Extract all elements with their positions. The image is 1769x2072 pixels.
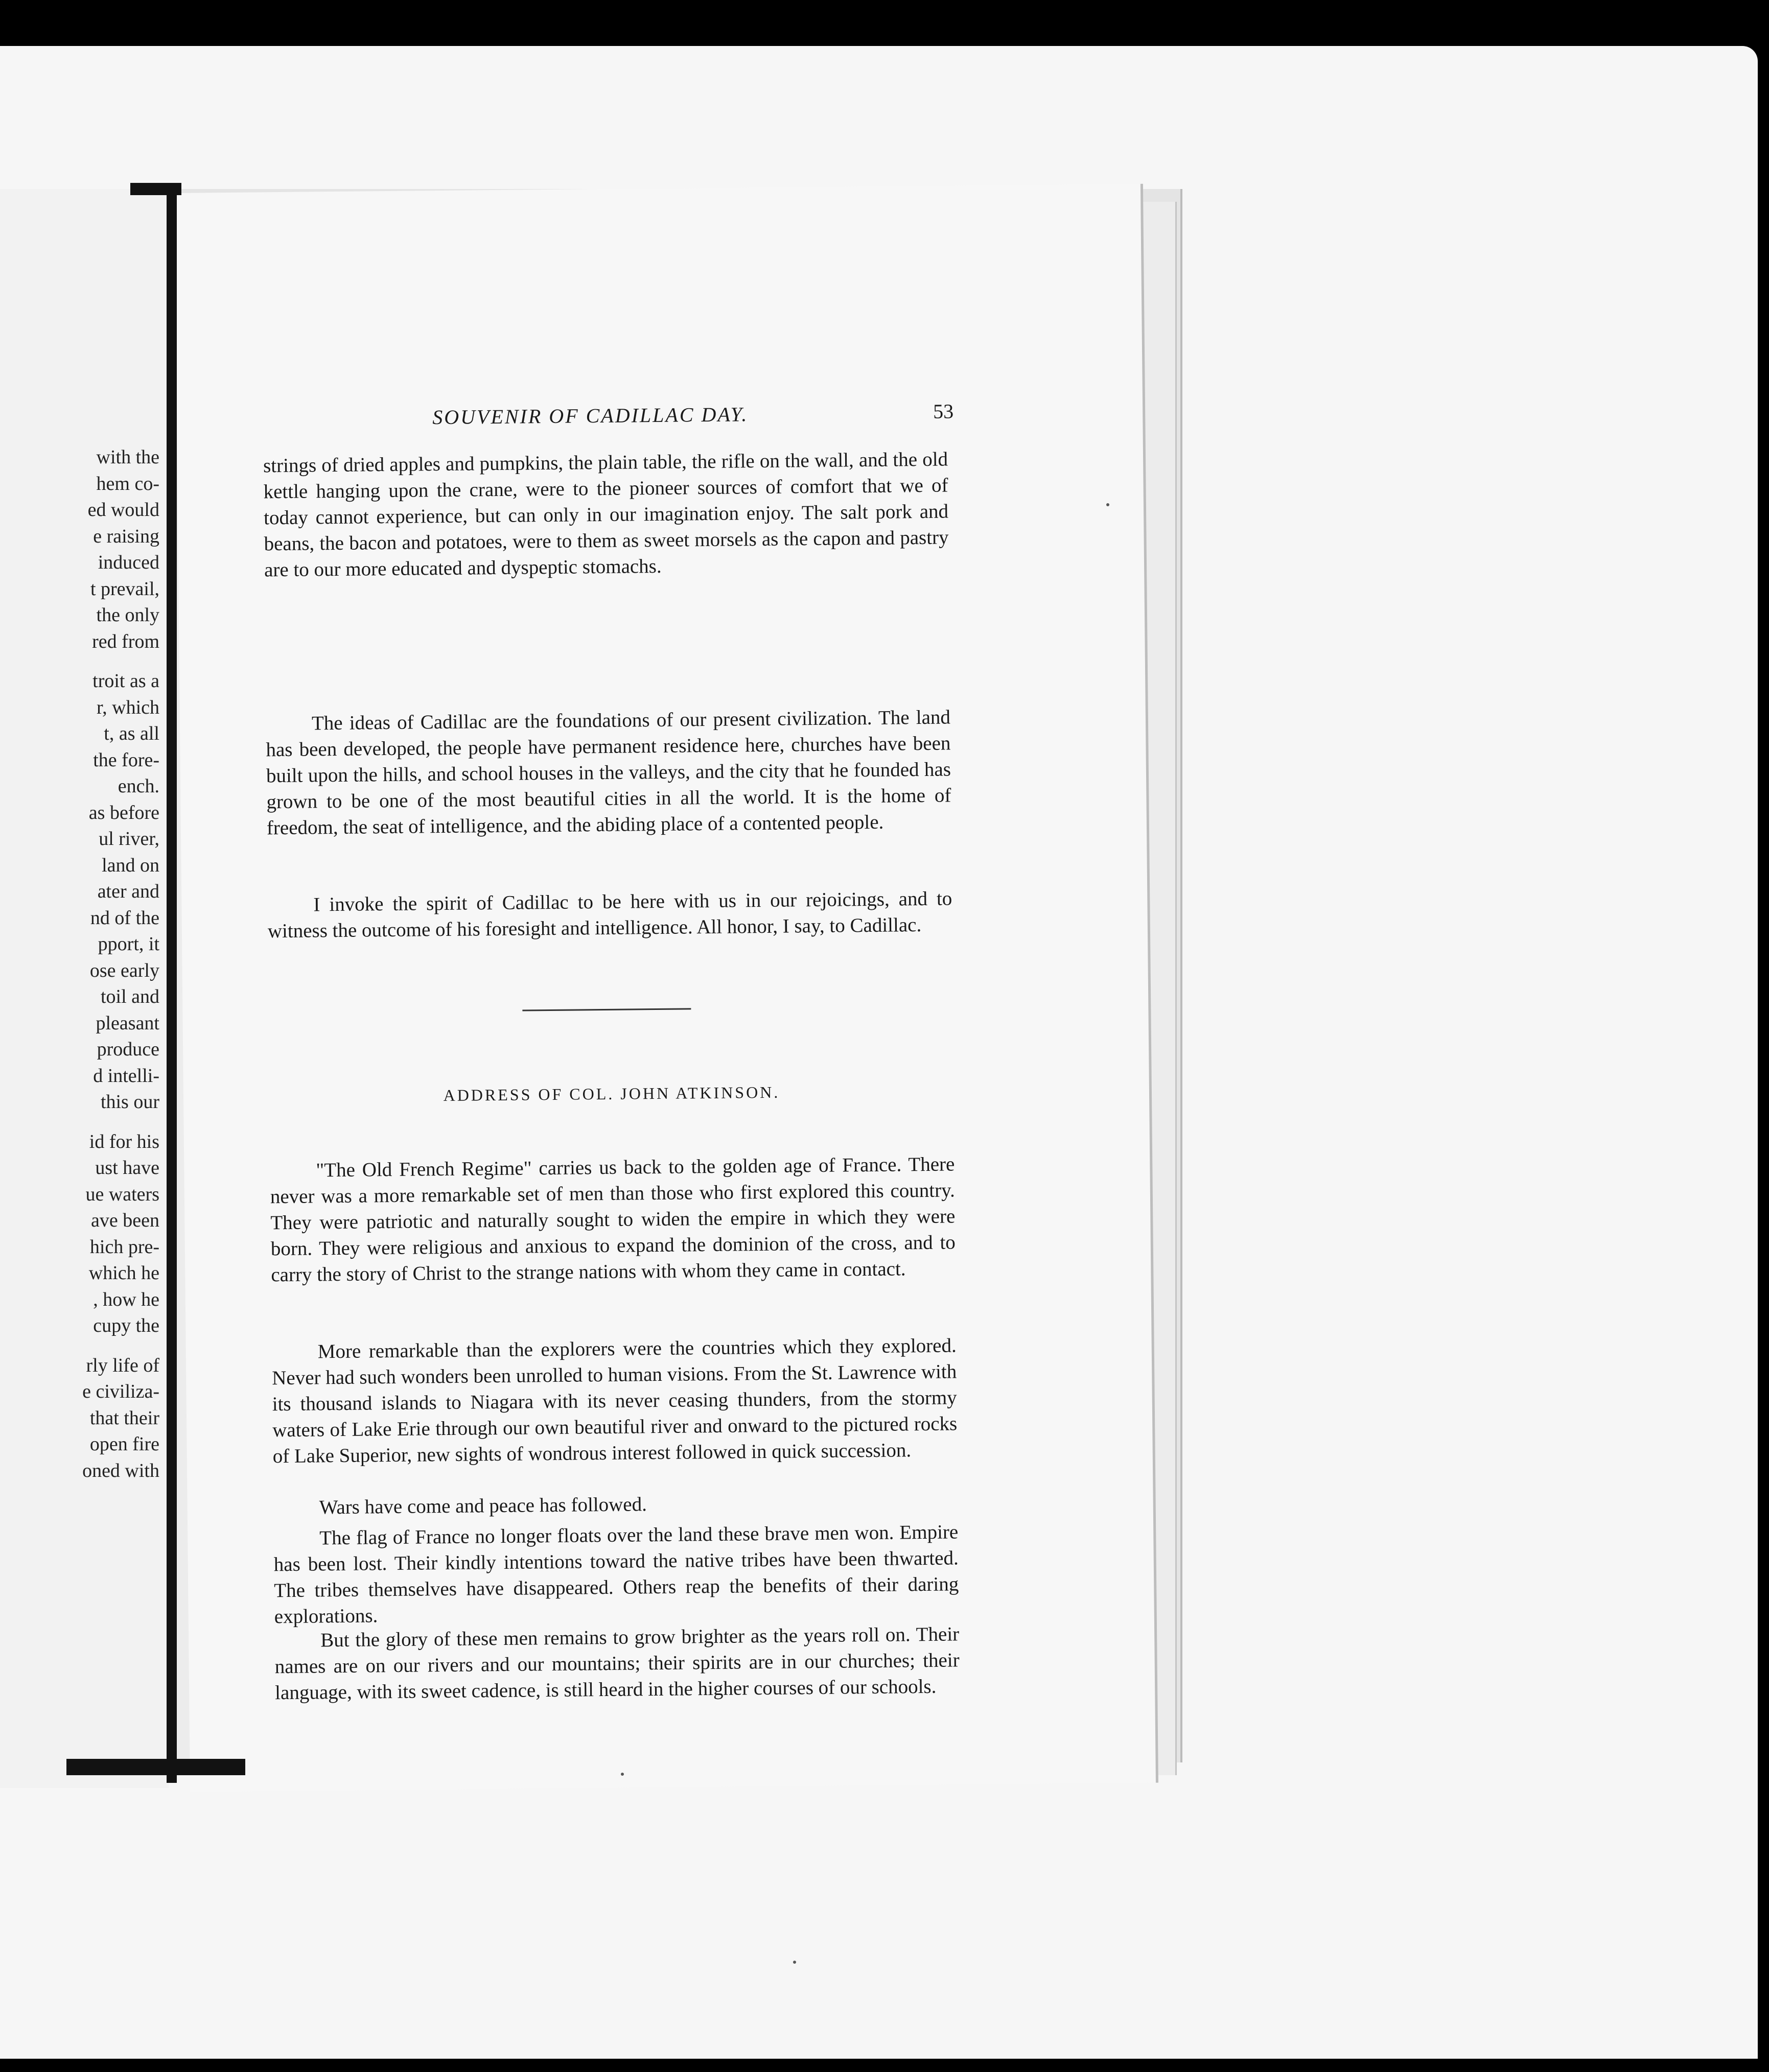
- running-head: SOUVENIR OF CADILLAC DAY.: [432, 403, 749, 429]
- scan-speck: [621, 1773, 624, 1776]
- previous-page-line: pleasant: [96, 1012, 159, 1034]
- binding-clip-bottom: [66, 1759, 245, 1775]
- previous-page: [0, 189, 169, 1788]
- previous-page-line: the fore-: [93, 749, 159, 771]
- previous-page-line: ater and: [97, 881, 159, 902]
- paragraph: I invoke the spirit of Cadillac to be here with us in our rejoicings, and to witness the outcome of his foresight and intelligence. All honor, I say, to Cadillac.: [267, 887, 952, 943]
- binding-spine: [167, 184, 177, 1783]
- previous-page-line: ench.: [118, 775, 159, 797]
- previous-page-line: id for his: [89, 1131, 159, 1152]
- paragraph: The flag of France no longer floats over the land these brave men won. Empire has been lost. Their kindly intentions toward the native tribes have been thwarted. The tribes themselves have disappeared. Others reap the benefits of their daring explorations.: [273, 1521, 959, 1628]
- previous-page-line: ust have: [95, 1157, 159, 1179]
- previous-page-line: land on: [102, 854, 159, 876]
- previous-page-line: nd of the: [90, 907, 159, 929]
- previous-page-line: t prevail,: [90, 578, 159, 600]
- previous-page-text: [82, 444, 159, 1484]
- previous-page-line: ose early: [89, 959, 159, 981]
- section-divider: [522, 1008, 691, 1011]
- scan-speck: [1106, 503, 1109, 506]
- paragraph: Wars have come and peace has followed.: [319, 1493, 647, 1519]
- book-page: [175, 184, 1158, 1792]
- previous-page-line: e civiliza-: [82, 1381, 159, 1402]
- previous-page-line: e raising: [93, 525, 159, 547]
- paragraph: "The Old French Regime" carries us back to the golden age of France. There never was a more remarkable set of men than those who first explored this country. They were patriotic and naturally sought to widen the empire in which they were born. They were religious and anxious to expand the dominion of the cross, and to carry the story of Christ to the strange nations with whom they came in contact.: [270, 1153, 956, 1286]
- previous-page-line: with the: [96, 446, 159, 468]
- previous-page-line: as before: [88, 802, 159, 823]
- previous-page-line: ave been: [91, 1210, 159, 1231]
- previous-page-line: t, as all: [104, 723, 159, 744]
- previous-page-line: d intelli-: [93, 1065, 159, 1087]
- previous-page-line: the only: [96, 604, 159, 626]
- previous-page-line: toil and: [100, 986, 159, 1007]
- previous-page-gap: [82, 1339, 159, 1353]
- previous-page-line: produce: [97, 1039, 159, 1060]
- previous-page-gap: [82, 1116, 159, 1129]
- paragraph: More remarkable than the explorers were the countries which they explored. Never had such wonders been unrolled to human visions. From the St. Lawrence with its thousand islands to Niagara with its never ceasing thunders, from the stormy waters of Lake Erie through our own beautiful river and onward to the pictured rocks of Lake Superior, new sights of wondrous interest followed in quick succession.: [272, 1334, 958, 1468]
- paragraph: strings of dried apples and pumpkins, the plain table, the rifle on the wall, and the old kettle hanging upon the crane, were to the pioneer sources of comfort that we of today cannot experience, but can only in our imagination enjoy. The salt pork and beans, the bacon and potatoes, were to them as sweet morsels as the capon and pastry are to our more educated and dyspeptic stomachs.: [263, 448, 949, 581]
- previous-page-line: induced: [98, 552, 159, 573]
- previous-page-line: which he: [88, 1262, 159, 1284]
- previous-page-line: troit as a: [92, 670, 159, 692]
- previous-page-line: , how he: [93, 1288, 159, 1310]
- page-number: 53: [933, 399, 954, 423]
- paragraph: The ideas of Cadillac are the foundations of our present civilization. The land has been developed, the people have permanent residence here, churches have been built upon the hills, and school houses in the valleys, and the city that he founded has grown to be one of the most beautiful cities in all the world. It is the home of freedom, the seat of intelligence, and the abiding place of a contented people.: [266, 706, 951, 839]
- previous-page-line: rly life of: [86, 1354, 159, 1376]
- previous-page-line: r, which: [97, 696, 159, 718]
- previous-page-line: red from: [92, 630, 159, 652]
- previous-page-line: ed would: [87, 499, 159, 521]
- section-heading: ADDRESS OF COL. JOHN ATKINSON.: [443, 1082, 780, 1105]
- binding-clip-top: [130, 183, 181, 195]
- previous-page-line: pport, it: [98, 933, 159, 955]
- previous-page-line: that their: [89, 1407, 159, 1429]
- previous-page-line: oned with: [82, 1459, 159, 1481]
- previous-page-line: hem co-: [96, 473, 159, 495]
- previous-page-line: hich pre-: [89, 1236, 159, 1258]
- previous-page-line: this our: [100, 1091, 159, 1113]
- previous-page-gap: [82, 655, 159, 668]
- previous-page-line: cupy the: [93, 1315, 159, 1336]
- previous-page-line: ul river,: [99, 828, 159, 850]
- scan-speck: [793, 1961, 796, 1964]
- paragraph: But the glory of these men remains to grow brighter as the years roll on. Their names are on our rivers and our mountains; their spirits are in our churches; their language, with its sweet cadence, is still heard in the higher courses of our schools.: [274, 1623, 960, 1704]
- previous-page-line: open fire: [89, 1433, 159, 1455]
- previous-page-line: ue waters: [85, 1183, 159, 1205]
